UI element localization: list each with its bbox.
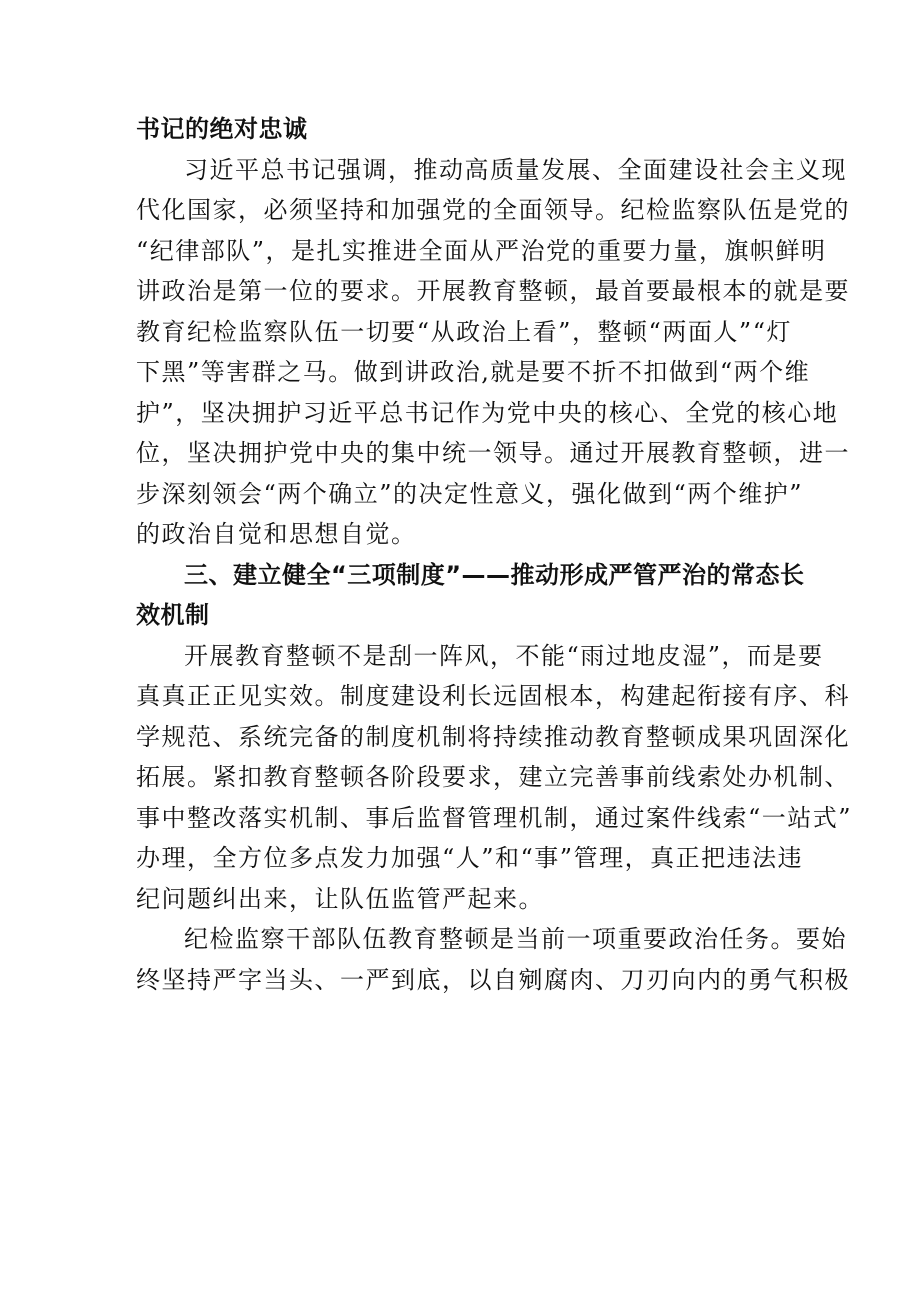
section-heading: 效机制 [136, 601, 210, 629]
paragraph-line: 事中整改落实机制、事后监督管理机制，通过案件线索“一站式” [136, 803, 853, 832]
paragraph-line: 的政治自觉和思想自觉。 [136, 520, 417, 548]
paragraph-line: 办理，全方位多点发力加强“人”和“事”管理，真正把违法违 [136, 844, 804, 872]
paragraph-line: 护”，坚决拥护习近平总书记作为党中央的核心、全党的核心地 [136, 398, 839, 427]
section-heading: 三、建立健全“三项制度”——推动形成严管严治的常态长 [184, 560, 805, 589]
paragraph-line: 讲政治是第一位的要求。开展教育整顿，最首要最根本的就是要 [136, 277, 850, 305]
paragraph-line: 纪问题纠出来，让队伍监管严起来。 [136, 884, 544, 913]
paragraph-line: 真真正正见实效。制度建设利长远固根本，构建起衔接有序、科 [136, 682, 850, 710]
document-body [136, 109, 853, 1000]
section-title-continuation: 书记的绝对忠诚 [136, 115, 308, 143]
paragraph-line: “纪律部队”，是扎实推进全面从严治党的重要力量，旗帜鲜明 [136, 236, 827, 265]
paragraph-line: 下黑”等害群之马。做到讲政治,就是要不折不扣做到“两个维 [136, 358, 811, 386]
paragraph-line: 开展教育整顿不是刮一阵风，不能“雨过地皮湿”，而是要 [184, 641, 824, 670]
paragraph-line: 教育纪检监察队伍一切要“从政治上看”，整顿“两面人”“灯 [136, 317, 792, 346]
paragraph-line: 拓展。紧扣教育整顿各阶段要求，建立完善事前线索处办机制、 [136, 763, 850, 791]
paragraph-line: 终坚持严字当头、一严到底，以自剜腐肉、刀刃向内的勇气积极 [136, 965, 850, 994]
paragraph-line: 代化国家，必须坚持和加强党的全面领导。纪检监察队伍是党的 [136, 196, 850, 224]
paragraph-line: 学规范、系统完备的制度机制将持续推动教育整顿成果巩固深化 [136, 722, 850, 751]
paragraph-line: 步深刻领会“两个确立”的决定性意义，强化做到“两个维护” [136, 479, 804, 508]
paragraph-line: 位，坚决拥护党中央的集中统一领导。通过开展教育整顿，进一 [136, 439, 850, 467]
paragraph-line: 纪检监察干部队伍教育整顿是当前一项重要政治任务。要始 [184, 925, 847, 953]
paragraph-line: 习近平总书记强调，推动高质量发展、全面建设社会主义现 [184, 155, 847, 184]
